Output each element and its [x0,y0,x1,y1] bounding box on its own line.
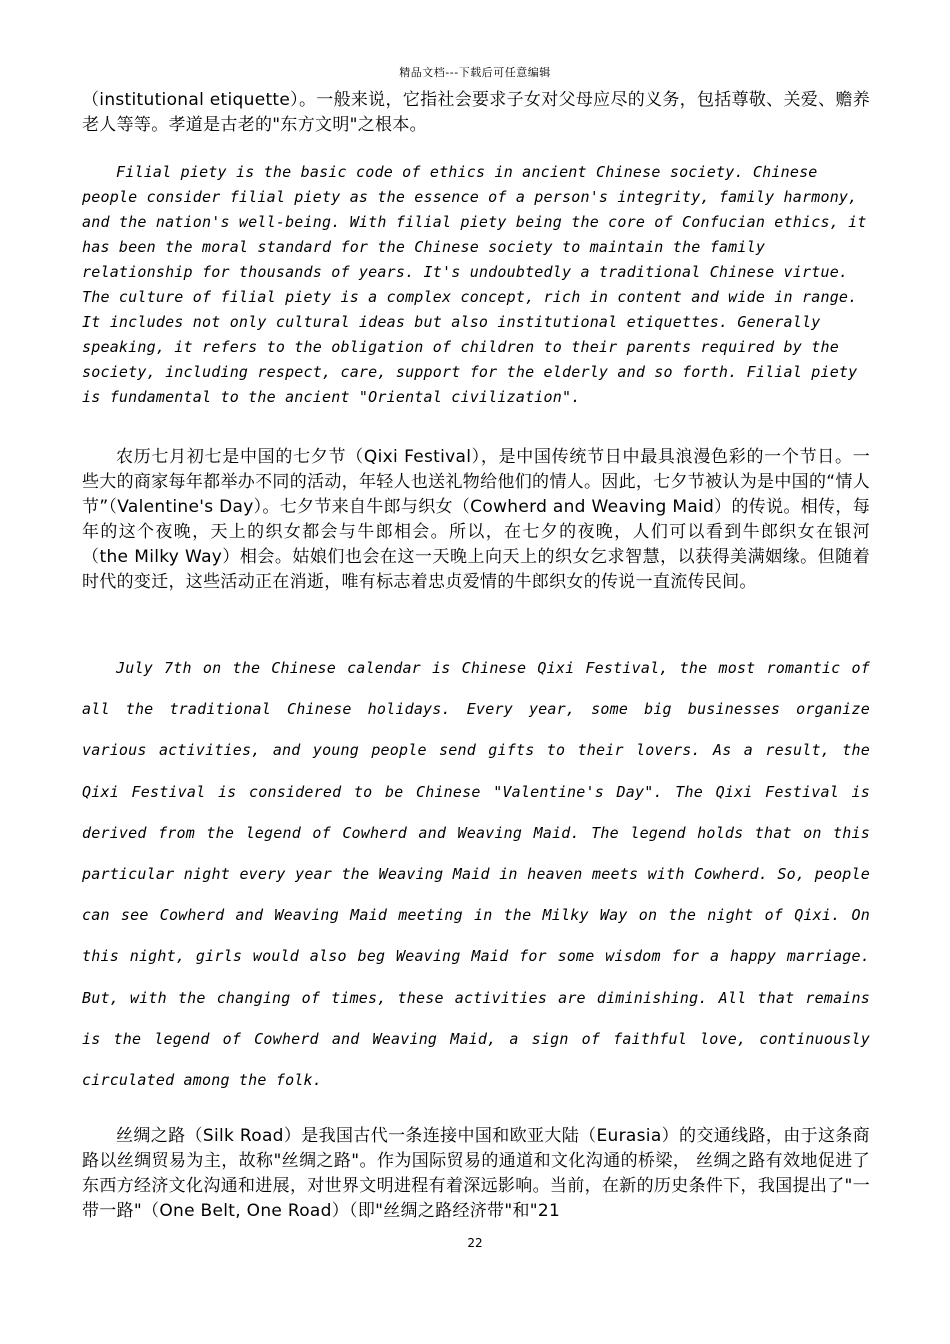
page-header: 精品文档---下载后可任意编辑 [399,66,551,79]
paragraph-filial-piety-zh-continued: （institutional etiquette）。一般来说，它指社会要求子女对父母应尽的义务，包括尊敬、关爱、赡养老人等等。孝道是古老的"东方文明"之根本。 [82,90,870,135]
page-number: 22 [467,1236,483,1250]
paragraph-silk-road-zh: 丝绸之路（Silk Road）是我国古代一条连接中国和欧亚大陆（Eurasia）的交通线路，由于这条商路以丝绸贸易为主，故称"丝绸之路"。作为国际贸易的通道和文化沟通的桥梁， 丝绸之路有效地促进了东西方经济文化沟通和进展，对世界文明进程有着深远影响。当前，在新的历史条件下，我国提出了"一带一路"（One Belt, One Road）（即"丝绸之路经济带"和"21 [82,1126,870,1221]
paragraph-filial-piety-en: Filial piety is the basic code of ethics in ancient Chinese society. Chinese people consider filial piety as the essence of a person's integrity, family harmony, and the nation's well-being. With filial piety being the core of Confucian ethics, it has been the moral standard for the Chinese society to maintain the family relationship for thousands of years. It's undoubtedly a traditional Chinese virtue. The culture of filial piety is a complex concept, rich in content and wide in range. It includes not only cultural ideas but also institutional etiquettes. Generally speaking, it refers to the obligation of children to their parents required by the society, including respect, care, support for the elderly and so forth. Filial piety is fundamental to the ancient "Oriental civilization". [82,163,867,406]
paragraph-qixi-en: July 7th on the Chinese calendar is Chinese Qixi Festival, the most romantic of all the traditional Chinese holidays. Every year, some big businesses organize various activities, and young people send gifts to their lovers. As a result, the Qixi Festival is considered to be Chinese "Valentine's Day". The Qixi Festival is derived from the legend of Cowherd and Weaving Maid. The legend holds that on this particular night every year the Weaving Maid in heaven meets with Cowherd. So, people can see Cowherd and Weaving Maid meeting in the Milky Way on the night of Qixi. On this night, girls would also beg Weaving Maid for some wisdom for a happy marriage. But, with the changing of times, these activities are diminishing. All that remains is the legend of Cowherd and Weaving Maid, a sign of faithful love, continuously circulated among the folk. [82,659,870,1090]
paragraph-qixi-zh: 农历七月初七是中国的七夕节（Qixi Festival），是中国传统节日中最具浪漫色彩的一个节日。一些大的商家每年都举办不同的活动，年轻人也送礼物给他们的情人。因此，七夕节被认为是中国的“情人节”（Valentine's Day）。七夕节来自牛郎与织女（Cowherd and Weaving Maid）的传说。相传，每年的这个夜晚，天上的织女都会与牛郎相会。所以，在七夕的夜晚，人们可以看到牛郎织女在银河 （the Milky Way）相会。姑娘们也会在这一天晚上向天上的织女乞求智慧，以获得美满姻缘。但随着时代的变迁，这些活动正在消逝，唯有标志着忠贞爱情的牛郎织女的传说一直流传民间。 [82,447,870,592]
